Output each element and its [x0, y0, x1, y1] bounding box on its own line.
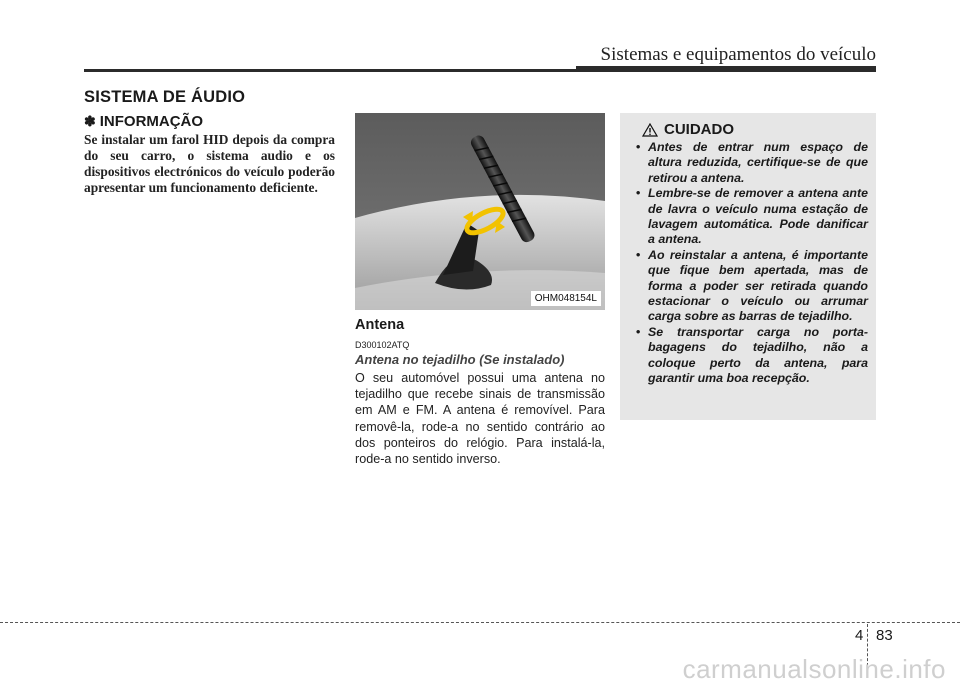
header-accent-bar [576, 66, 876, 72]
info-heading-label: INFORMAÇÃO [99, 113, 204, 130]
caution-item: • Lembre-se de remover a antena ante de lavra o veículo numa estação de lavagem automática. Pode danificar a antena. [636, 186, 868, 247]
chapter-number: 4 [855, 627, 864, 644]
section-title: SISTEMA DE ÁUDIO [84, 88, 246, 106]
info-heading [84, 113, 335, 130]
page-number: 83 [876, 627, 893, 644]
caution-header [630, 121, 868, 138]
antenna-title: Antena [355, 317, 405, 333]
antenna-photo [355, 113, 605, 310]
info-body: Se instalar um farol HID depois da compra do seu carro, o sistema audio e os dispositivos electrónicos do veículo poderão apresentar um funcionamento deficiente. [84, 132, 335, 195]
antenna-subtitle: Antena no tejadilho (Se instalado) [355, 352, 565, 367]
footer-rule [0, 622, 960, 623]
caution-item: • Antes de entrar num espaço de altura reduzida, certifique-se de que retirou a antena. [636, 140, 868, 185]
bullet-icon: • [636, 247, 641, 262]
bullet-icon: • [636, 186, 641, 201]
photo-code-label: OHM048154L [531, 291, 601, 306]
warning-triangle-icon [642, 123, 658, 137]
caution-title: CUIDADO [664, 121, 734, 138]
running-header: Sistemas e equipamentos do veículo [600, 44, 876, 65]
caution-item: • Se transportar carga no porta-bagagens do tejadilho, não a coloque perto da antena, para garantir uma boa recepção. [636, 324, 868, 386]
info-star-icon: ✽ [84, 113, 96, 129]
bullet-icon: • [636, 140, 641, 154]
caution-item: • Ao reinstalar a antena, é importante que fique bem apertada, mas de forma a poder ser retirada quando estacionar o veículo ou arrumar carga sobre as barras de tejadilho. [636, 247, 868, 324]
caution-box [620, 113, 876, 420]
caution-list [630, 140, 868, 387]
watermark: carmanualsonline.info [682, 654, 946, 684]
bullet-icon: • [636, 324, 641, 339]
antenna-illustration [355, 113, 605, 310]
antenna-body: O seu automóvel possui uma antena no tejadilho que recebe sinais de transmissão em AM e FM. A antena é removível. Para removê-la, rode-a no sentido contrário ao dos ponteiros do relógio. Para instalá-la, rode-a no sentido inverso. [355, 371, 605, 467]
info-note [84, 113, 335, 196]
antenna-code: D300102ATQ [355, 340, 410, 350]
